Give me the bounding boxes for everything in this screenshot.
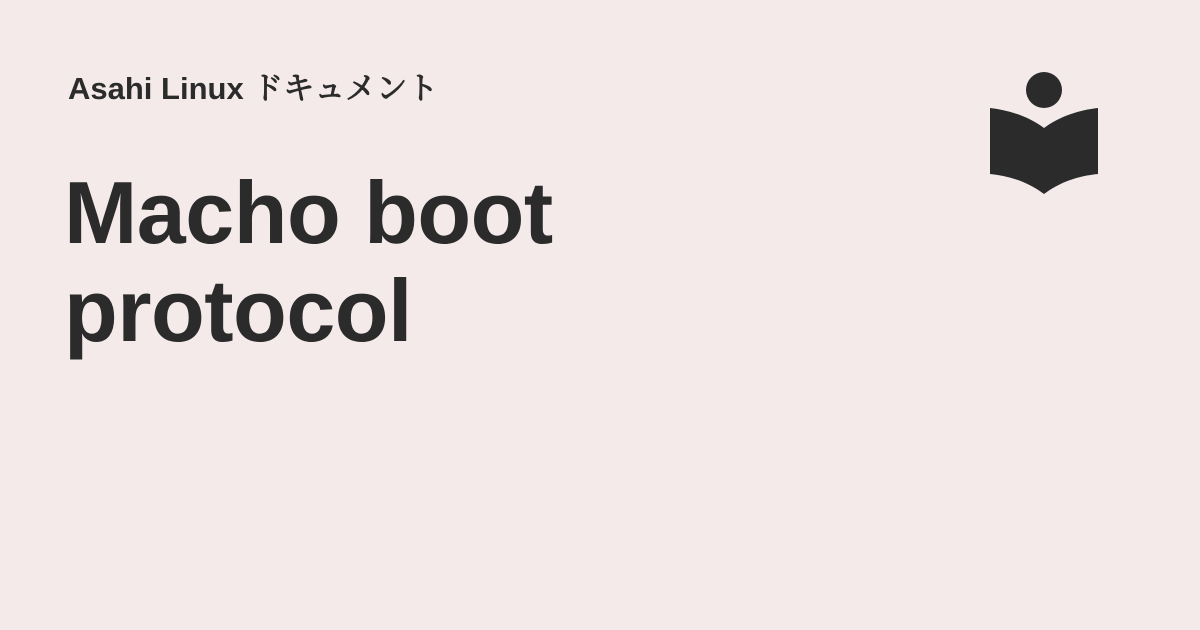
reading-book-icon — [988, 70, 1100, 198]
reader-head-shape — [1026, 72, 1062, 108]
open-book-shape — [990, 108, 1098, 194]
site-title: Asahi Linux ドキュメント — [68, 71, 439, 106]
page-title: Macho boot protocol — [64, 163, 553, 360]
